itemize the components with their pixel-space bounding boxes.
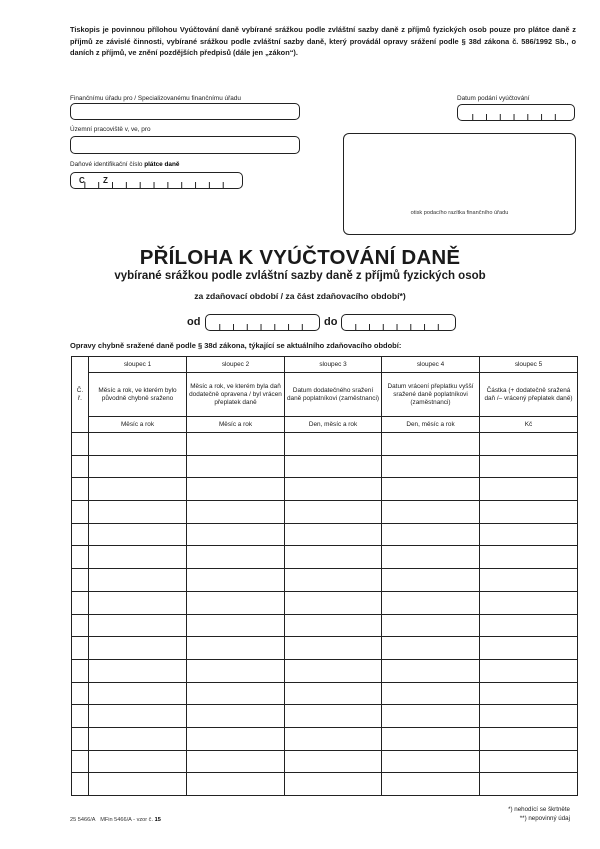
workplace-label: Územní pracoviště v, ve, pro bbox=[70, 126, 151, 133]
footnote-mandatory: **) nepovinný údaj bbox=[519, 815, 570, 822]
table-cell[interactable] bbox=[480, 727, 578, 750]
table-row bbox=[72, 682, 578, 705]
column-unit: Měsíc a rok bbox=[89, 417, 187, 433]
page-subtitle: vybírané srážkou podle zvláštní sazby daně z příjmů fyzických osob bbox=[114, 270, 486, 282]
column-description: Měsíc a rok, ve kterém bylo původně chybně sraženo bbox=[89, 373, 187, 417]
table-cell[interactable] bbox=[382, 455, 480, 478]
table-cell[interactable] bbox=[480, 569, 578, 592]
footer-version: 15 bbox=[154, 817, 161, 823]
stamp-box bbox=[343, 133, 576, 235]
office-label: Finančnímu úřadu pro / Specializovanému finančnímu úřadu bbox=[70, 95, 241, 102]
column-unit: Kč bbox=[480, 417, 578, 433]
row-number-cell[interactable] bbox=[72, 727, 89, 750]
table-cell[interactable] bbox=[187, 682, 285, 705]
table-cell[interactable] bbox=[480, 501, 578, 524]
row-number-cell[interactable] bbox=[72, 546, 89, 569]
table-row bbox=[72, 546, 578, 569]
table-cell[interactable] bbox=[480, 659, 578, 682]
row-number-cell[interactable] bbox=[72, 750, 89, 773]
table-cell[interactable] bbox=[480, 614, 578, 637]
footnote-not-applicable: *) nehodící se škrtněte bbox=[508, 806, 570, 813]
table-cell[interactable] bbox=[382, 727, 480, 750]
table-cell[interactable] bbox=[382, 433, 480, 456]
table-cell[interactable] bbox=[285, 478, 382, 501]
table-cell[interactable] bbox=[285, 614, 382, 637]
table-row bbox=[72, 750, 578, 773]
row-number-cell[interactable] bbox=[72, 614, 89, 637]
table-cell[interactable] bbox=[480, 546, 578, 569]
tax-id-tick-marks bbox=[71, 182, 242, 188]
table-cell[interactable] bbox=[187, 659, 285, 682]
table-cell[interactable] bbox=[89, 523, 187, 546]
table-cell[interactable] bbox=[285, 750, 382, 773]
footer-code: 25 5466/A bbox=[70, 817, 96, 823]
column-unit: Měsíc a rok bbox=[187, 417, 285, 433]
office-input[interactable] bbox=[70, 103, 300, 120]
period-label: za zdaňovací období / za část zdaňovacího období*) bbox=[194, 291, 406, 301]
table-row bbox=[72, 455, 578, 478]
table-cell[interactable] bbox=[89, 455, 187, 478]
table-cell[interactable] bbox=[285, 705, 382, 728]
table-row bbox=[72, 705, 578, 728]
table-cell[interactable] bbox=[89, 659, 187, 682]
table-cell[interactable] bbox=[187, 773, 285, 796]
table-cell[interactable] bbox=[187, 478, 285, 501]
table-row bbox=[72, 478, 578, 501]
column-unit: Den, měsíc a rok bbox=[285, 417, 382, 433]
column-number: sloupec 4 bbox=[382, 357, 480, 373]
table-cell[interactable] bbox=[187, 523, 285, 546]
intro-text: Tiskopis je povinnou přílohou Vyúčtování daně vybírané srážkou podle zvláštní sazby daně z příjmů fyzických osob pouze pro plátce daně z příjmů ze závislé činnosti, vybírané srážkou podle zvláštní sazby daně, který provádál opravy srážení podle § 38d zákona č. 586/1992 Sb., o daních z příjmů, ve znění pozdějších předpisů (dále jen „zákon“). bbox=[70, 25, 576, 57]
table-heading: Opravy chybně sražené daně podle § 38d zákona, týkající se aktuálního zdaňovacího období: bbox=[70, 341, 402, 350]
column-number: sloupec 5 bbox=[480, 357, 578, 373]
table-cell[interactable] bbox=[187, 727, 285, 750]
table-cell[interactable] bbox=[382, 682, 480, 705]
row-number-cell[interactable] bbox=[72, 591, 89, 614]
table-cell[interactable] bbox=[480, 478, 578, 501]
table-cell[interactable] bbox=[480, 433, 578, 456]
table-row bbox=[72, 569, 578, 592]
row-number-cell[interactable] bbox=[72, 455, 89, 478]
table-cell[interactable] bbox=[480, 637, 578, 660]
page-title: PŘÍLOHA K VYÚČTOVÁNÍ DANĚ bbox=[139, 246, 461, 269]
table-cell[interactable] bbox=[382, 478, 480, 501]
column-description: Částka (+ dodatečně sražená daň /– vrácený přeplatek daně) bbox=[480, 373, 578, 417]
table-cell[interactable] bbox=[382, 705, 480, 728]
footer-form: MFin 5466/A - vzor č. bbox=[100, 817, 154, 823]
corrections-table bbox=[71, 356, 578, 796]
to-label: do bbox=[324, 316, 338, 328]
table-row bbox=[72, 501, 578, 524]
workplace-input[interactable] bbox=[70, 136, 300, 154]
row-number-header: Č. ř. bbox=[72, 357, 89, 433]
table-cell[interactable] bbox=[285, 569, 382, 592]
table-row bbox=[72, 591, 578, 614]
row-number-cell[interactable] bbox=[72, 659, 89, 682]
table-cell[interactable] bbox=[187, 455, 285, 478]
table-cell[interactable] bbox=[285, 433, 382, 456]
table-cell[interactable] bbox=[187, 546, 285, 569]
tax-id-label bbox=[70, 161, 179, 168]
stamp-label: otisk podacího razítka finančního úřadu bbox=[410, 210, 509, 216]
row-number-cell[interactable] bbox=[72, 523, 89, 546]
table-cell[interactable] bbox=[187, 705, 285, 728]
date-tick-marks bbox=[458, 114, 574, 120]
table-cell[interactable] bbox=[89, 727, 187, 750]
table-row bbox=[72, 727, 578, 750]
column-number: sloupec 1 bbox=[89, 357, 187, 373]
submission-date-input[interactable] bbox=[457, 104, 575, 121]
from-date-tick-marks bbox=[206, 324, 319, 330]
table-cell[interactable] bbox=[89, 591, 187, 614]
table-cell[interactable] bbox=[285, 773, 382, 796]
table-cell[interactable] bbox=[285, 501, 382, 524]
table-cell[interactable] bbox=[382, 637, 480, 660]
table-row bbox=[72, 773, 578, 796]
table-cell[interactable] bbox=[187, 637, 285, 660]
from-label: od bbox=[187, 316, 201, 328]
tax-id-label-prefix: Daňové identifikační číslo bbox=[70, 161, 143, 168]
tax-id-label-bold: plátce daně bbox=[144, 161, 180, 168]
tax-id-input[interactable] bbox=[70, 172, 243, 189]
table-cell[interactable] bbox=[382, 523, 480, 546]
column-description: Datum vrácení přeplatku vyšší sražené daně poplatníkovi (zaměstnanci) bbox=[382, 373, 480, 417]
table-cell[interactable] bbox=[480, 591, 578, 614]
table-row bbox=[72, 433, 578, 456]
table-cell[interactable] bbox=[89, 773, 187, 796]
table-cell[interactable] bbox=[89, 569, 187, 592]
table-cell[interactable] bbox=[285, 727, 382, 750]
table-cell[interactable] bbox=[382, 546, 480, 569]
table-cell[interactable] bbox=[187, 569, 285, 592]
table-cell[interactable] bbox=[187, 433, 285, 456]
column-description-row bbox=[72, 373, 578, 417]
table-cell[interactable] bbox=[382, 569, 480, 592]
table-cell[interactable] bbox=[89, 637, 187, 660]
table-cell[interactable] bbox=[89, 433, 187, 456]
table-cell[interactable] bbox=[89, 478, 187, 501]
row-number-cell[interactable] bbox=[72, 478, 89, 501]
table-row bbox=[72, 523, 578, 546]
table-cell[interactable] bbox=[382, 614, 480, 637]
column-description: Měsíc a rok, ve kterém byla daň dodatečně opravena / byl vrácen přeplatek daně bbox=[187, 373, 285, 417]
table-cell[interactable] bbox=[285, 682, 382, 705]
to-date-tick-marks bbox=[342, 324, 455, 330]
table-cell[interactable] bbox=[382, 591, 480, 614]
column-number: sloupec 3 bbox=[285, 357, 382, 373]
table-cell[interactable] bbox=[89, 750, 187, 773]
table-cell[interactable] bbox=[187, 501, 285, 524]
row-number-cell[interactable] bbox=[72, 705, 89, 728]
tax-id-prefix: C Z bbox=[79, 176, 116, 185]
submission-date-label: Datum podání vyúčtování bbox=[457, 95, 530, 102]
row-number-cell[interactable] bbox=[72, 682, 89, 705]
from-date-input[interactable] bbox=[205, 314, 320, 331]
table-cell[interactable] bbox=[480, 682, 578, 705]
table-cell[interactable] bbox=[89, 614, 187, 637]
form-footer bbox=[70, 817, 161, 823]
row-number-cell[interactable] bbox=[72, 433, 89, 456]
table-cell[interactable] bbox=[480, 773, 578, 796]
table-cell[interactable] bbox=[187, 750, 285, 773]
table-row bbox=[72, 659, 578, 682]
column-unit: Den, měsíc a rok bbox=[382, 417, 480, 433]
table-cell[interactable] bbox=[382, 659, 480, 682]
table-cell[interactable] bbox=[89, 682, 187, 705]
table-cell[interactable] bbox=[480, 523, 578, 546]
table-cell[interactable] bbox=[382, 773, 480, 796]
table-cell[interactable] bbox=[480, 750, 578, 773]
row-number-cell[interactable] bbox=[72, 569, 89, 592]
column-number-row bbox=[72, 357, 578, 373]
table-cell[interactable] bbox=[89, 501, 187, 524]
table-row bbox=[72, 614, 578, 637]
table-cell[interactable] bbox=[285, 546, 382, 569]
table-cell[interactable] bbox=[89, 546, 187, 569]
table-cell[interactable] bbox=[285, 455, 382, 478]
table-cell[interactable] bbox=[285, 523, 382, 546]
row-number-cell[interactable] bbox=[72, 501, 89, 524]
table-cell[interactable] bbox=[480, 705, 578, 728]
table-cell[interactable] bbox=[187, 614, 285, 637]
table-cell[interactable] bbox=[480, 455, 578, 478]
column-description: Datum dodatečného sražení daně poplatníkovi (zaměstnanci) bbox=[285, 373, 382, 417]
table-cell[interactable] bbox=[187, 591, 285, 614]
table-cell[interactable] bbox=[382, 501, 480, 524]
table-cell[interactable] bbox=[382, 750, 480, 773]
table-cell[interactable] bbox=[285, 591, 382, 614]
table-cell[interactable] bbox=[285, 637, 382, 660]
row-number-cell[interactable] bbox=[72, 773, 89, 796]
column-number: sloupec 2 bbox=[187, 357, 285, 373]
row-number-cell[interactable] bbox=[72, 637, 89, 660]
table-row bbox=[72, 637, 578, 660]
table-cell[interactable] bbox=[89, 705, 187, 728]
to-date-input[interactable] bbox=[341, 314, 456, 331]
table-cell[interactable] bbox=[285, 659, 382, 682]
column-unit-row bbox=[72, 417, 578, 433]
